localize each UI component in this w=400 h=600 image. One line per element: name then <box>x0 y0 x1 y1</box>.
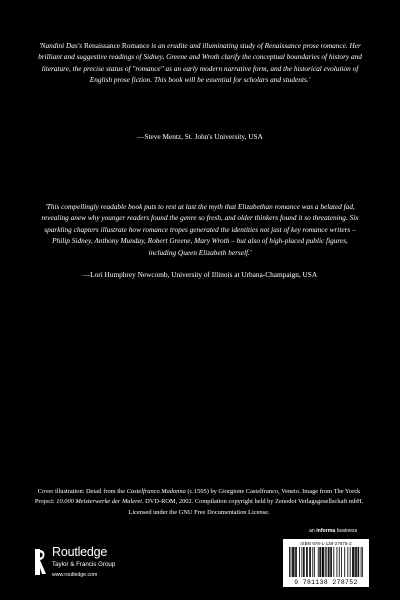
barcode-bar <box>347 547 348 577</box>
barcode-bar <box>350 547 351 577</box>
review-quote-mentz-segment: 'Nandini Das's <box>39 41 84 50</box>
barcode-bar <box>329 547 330 577</box>
review-quote-mentz-segment: Renaissance Romance <box>83 41 150 50</box>
barcode-bar <box>319 547 320 577</box>
barcode-bar <box>328 547 329 577</box>
barcode-bar <box>325 547 326 577</box>
barcode-bar <box>296 547 297 577</box>
barcode-bar <box>303 547 304 577</box>
barcode-bar <box>312 547 313 577</box>
barcode-bar <box>306 547 307 577</box>
barcode-bar <box>301 547 302 577</box>
barcode-bar <box>337 547 338 577</box>
barcode-bar <box>331 547 332 577</box>
cover-illustration-segment: Castelfranco Madonna <box>126 488 186 495</box>
cover-illustration-segment: Cover illustration: Detail from the <box>37 488 127 495</box>
cover-illustration-segment: (c.1505) by Giorgione Castelfranco, Veneto. Image from The Yorck Project: <box>34 488 361 506</box>
informa-prefix: an <box>309 528 317 534</box>
barcode-bar <box>294 547 295 577</box>
informa-suffix: business <box>335 528 358 534</box>
review-attribution-newcomb: —Lori Humphrey Newcomb, University of Illinois at Urbana-Champaign, USA <box>82 270 318 279</box>
barcode-bar <box>356 547 357 577</box>
isbn-barcode <box>283 539 369 587</box>
barcode-bar <box>344 547 345 577</box>
barcode-bar <box>292 547 293 577</box>
barcode-bar <box>293 547 294 577</box>
barcode-bar <box>322 547 323 577</box>
publisher-url: www.routledge.com <box>52 572 98 578</box>
barcode-bar <box>307 547 308 577</box>
barcode-bar <box>291 547 292 577</box>
barcode-bar <box>320 547 321 577</box>
barcode-bar <box>339 547 340 577</box>
barcode-bar <box>361 547 362 577</box>
barcode-bar <box>309 547 310 577</box>
informa-brand: informa <box>316 528 336 534</box>
barcode-bar <box>355 547 356 577</box>
barcode-bar <box>289 547 290 577</box>
review-quote-mentz-segment: is an erudite and illuminating study of Renaissance prose romance. Her brilliant and suggestive readings of Sidney, Greene and Wroth clarify the conceptual boundaries of history and literature, the precise status of "romance" as an early modern narrative form, and the historical evolution of English prose fiction. This book will be essential for scholars and students.' <box>38 41 362 85</box>
barcode-bars-icon <box>289 547 363 577</box>
barcode-digits: 9 781138 278752 <box>294 579 358 586</box>
barcode-bar <box>353 547 354 577</box>
review-quote-mentz <box>38 40 362 86</box>
barcode-bar <box>352 547 353 577</box>
publisher-name: Routledge <box>52 545 108 559</box>
informa-business-tag <box>309 528 357 534</box>
barcode-bar <box>318 547 319 577</box>
review-quote-newcomb: 'This compellingly readable book puts to rest at last the myth that Elizabethan romance was a belated fad, revealing anew why younger readers found the genre so fresh, and older thinkers found it so threatening. Six sparkling chapters illustrate how romance tropes generated the identities not just of key romance writers – Philip Sidney, Anthony Munday, Robert Greene, Mary Wroth – but also of high-placed public figures, including Queen Elizabeth herself.' <box>41 202 359 257</box>
barcode-bar <box>341 547 342 577</box>
barcode-bar <box>299 547 300 577</box>
barcode-bar <box>295 547 296 577</box>
barcode-bar <box>358 547 359 577</box>
review-attribution-mentz: —Steve Mentz, St. John's University, USA <box>137 132 263 141</box>
cover-illustration-segment: . DVD-ROM, 2002. Compilation copyright held by Zenodot Verlagsgesellschaft mbH. Licensed under the GNU Free Documentation License. <box>128 498 364 516</box>
cover-illustration-credit <box>34 487 364 518</box>
routledge-logo-icon <box>34 548 48 576</box>
barcode-bar <box>326 547 327 577</box>
cover-illustration-segment: 10.000 Meisterwerke der Malerei <box>56 498 142 506</box>
barcode-bar <box>310 547 311 577</box>
barcode-bar <box>323 547 324 577</box>
barcode-bar <box>358 547 359 577</box>
barcode-bar <box>362 547 363 577</box>
isbn-label: ISBN 978-1-138-27875-2 <box>300 541 352 546</box>
barcode-bar <box>330 547 331 577</box>
barcode-bar <box>354 547 355 577</box>
publisher-group: Taylor & Francis Group <box>52 561 116 568</box>
barcode-bar <box>333 547 334 577</box>
barcode-bar <box>322 547 323 577</box>
barcode-bar <box>304 547 305 577</box>
barcode-bar <box>314 547 315 577</box>
